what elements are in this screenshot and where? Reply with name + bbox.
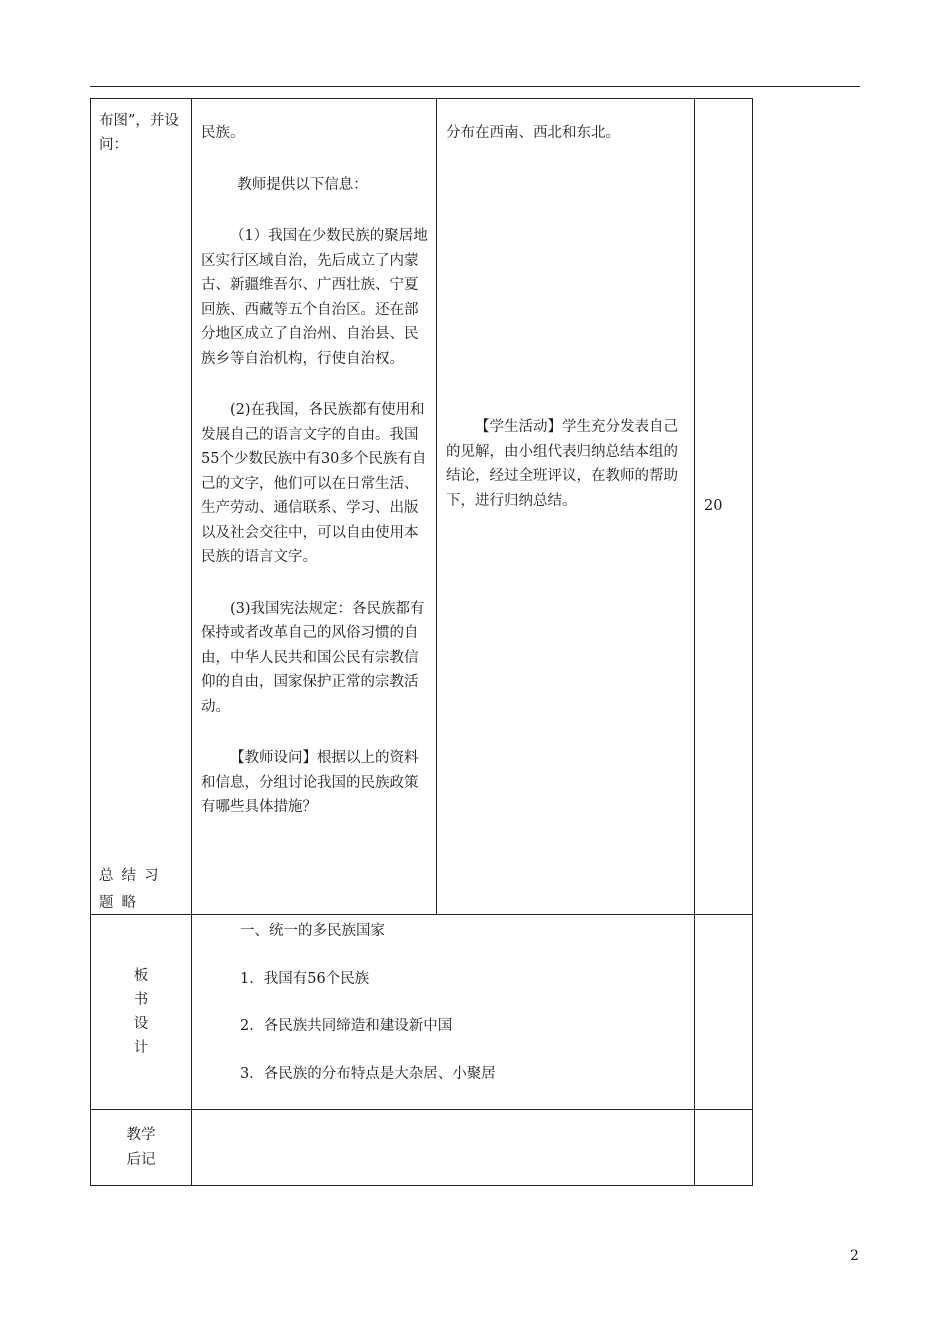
table-row-reflection (91, 1110, 753, 1186)
teacher-text-4: (3)我国宪法规定：各民族都有保持或者改革自己的风俗习惯的自由，中华人民共和国公民有宗教信仰的自由，国家保护正常的宗教活动。 (201, 600, 425, 715)
student-activity-text: 【学生活动】学生充分发表自己的见解，由小组代表归纳总结本组的结论，经过全班评议，在教师的帮助下，进行归纳总结。 (446, 419, 678, 509)
cell-teaching-step (91, 99, 192, 915)
page-number: 2 (850, 1248, 859, 1264)
lesson-plan-table (90, 98, 753, 1186)
cell-student-activity (437, 99, 695, 915)
teacher-question: 【教师设问】根据以上的资料和信息，分组讨论我国的民族政策有哪些具体措施？ (201, 750, 419, 815)
minutes-value: 20 (704, 498, 723, 515)
cell-board-label (91, 915, 192, 1110)
board-line-1: 1．我国有56个民族 (240, 970, 370, 987)
student-text-top: 分布在西南、西北和东北。 (446, 125, 620, 141)
cell-reflection-empty (695, 1110, 753, 1186)
board-label-2: 设 (133, 1016, 149, 1032)
step-text-bottom: 总结习题略 (99, 868, 167, 911)
reflection-label-0: 教学 (126, 1126, 156, 1143)
teacher-text-2: （1）我国在少数民族的聚居地区实行区域自治，先后成立了内蒙古、新疆维吾尔、广西壮族、宁夏回族、西藏等五个自治区。还在部分地区成立了自治州、自治县、民族乡等自治机构，行使自治权。 (201, 228, 428, 367)
board-line-0: 一、统一的多民族国家 (240, 923, 385, 939)
cell-teacher-activity (192, 99, 437, 915)
cell-minutes (695, 99, 753, 915)
step-text-top: 布图”，并设问： (99, 113, 179, 153)
board-label-3: 计 (133, 1040, 149, 1056)
reflection-label-1: 后记 (126, 1151, 156, 1168)
board-line-3: 3．各民族的分布特点是大杂居、小聚居 (240, 1065, 496, 1082)
cell-reflection-content[interactable] (192, 1110, 695, 1186)
table-row-board (91, 915, 753, 1110)
cell-board-content (192, 915, 695, 1110)
teacher-text-1: 教师提供以下信息： (237, 176, 368, 193)
header-rule (90, 86, 860, 87)
board-label-0: 板 (133, 968, 149, 984)
cell-reflection-label (91, 1110, 192, 1186)
board-label-1: 书 (133, 992, 149, 1008)
cell-board-empty (695, 915, 753, 1110)
teacher-text-0: 民族。 (201, 125, 245, 141)
table-row-main (91, 99, 753, 915)
teacher-text-3: (2)在我国，各民族都有使用和发展自己的语言文字的自由。我国55个少数民族中有30多个民族有自己的文字，他们可以在日常生活、生产劳动、通信联系、学习、出版以及社会交往中，可以自由使用本民族的语言文字。 (201, 402, 427, 565)
board-line-2: 2．各民族共同缔造和建设新中国 (240, 1018, 453, 1034)
